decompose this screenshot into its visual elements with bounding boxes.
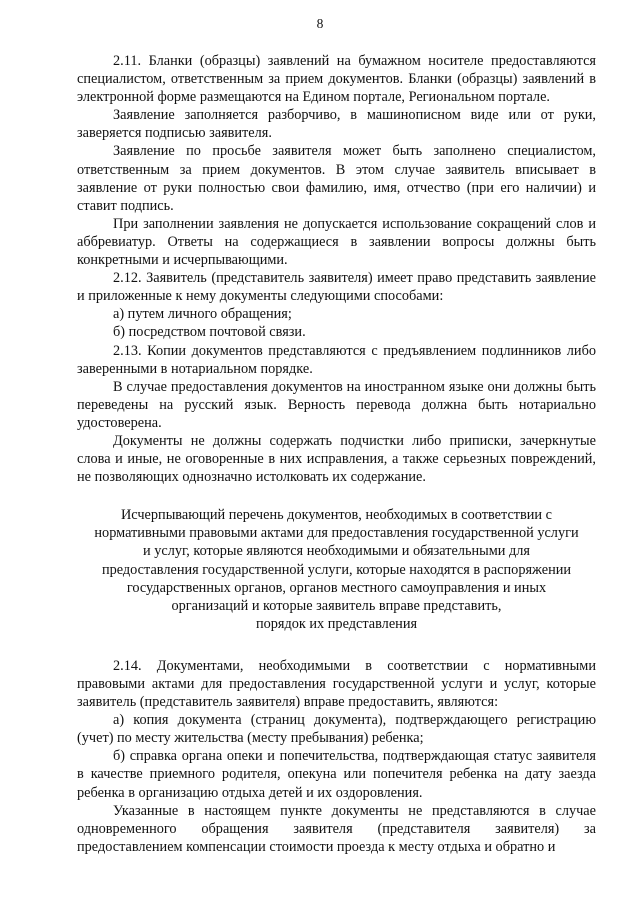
section-heading xyxy=(77,506,596,633)
paragraph-no-abbreviations: При заполнении заявления не допускается использование сокращений слов и аббревиатур. Ответы на содержащиеся в заявлении вопросы должны быть конкретными и исчерпывающими. xyxy=(77,215,596,269)
paragraph-foreign-language: В случае предоставления документов на иностранном языке они должны быть переведены на русский язык. Верность перевода должна быть нотариально удостоверена. xyxy=(77,378,596,431)
section-heading-line: и услуг, которые являются необходимыми и обязательными для xyxy=(142,543,531,560)
paragraph-no-corrections: Документы не должны содержать подчистки либо приписки, зачеркнутые слова и иные, не оговоренные в них исправления, а также серьезных повреждений, не позволяющих однозначно истолковать их содержание. xyxy=(77,432,596,486)
list-item-b-guardianship: б) справка органа опеки и попечительства, подтверждающая статус заявителя в качестве приемного родителя, опекуна или попечителя ребенка на дату заезда ребенка в организацию отдыха детей и их оздоровления. xyxy=(77,748,596,801)
section-heading-line: предоставления государственной услуги, которые находятся в распоряжении xyxy=(101,561,572,578)
paragraph-not-submitted: Указанные в настоящем пункте документы не представляются в случае одновременного обращения заявителя (представителя заявителя) за предоставлением компенсации стоимости проезда к месту отдыха и обратно и xyxy=(77,802,596,855)
section-heading-line: Исчерпывающий перечень документов, необходимых в соответствии с xyxy=(120,507,553,524)
paragraph-2-12: 2.12. Заявитель (представитель заявителя) имеет право представить заявление и приложенные к нему документы следующими способами: xyxy=(77,270,596,305)
paragraph-fill-by-specialist: Заявление по просьбе заявителя может быть заполнено специалистом, ответственным за прием документов. В этом случае заявитель вписывает в заявление от руки полностью свои фамилию, имя, отчество (при его наличии) и ставит подпись. xyxy=(77,143,596,214)
paragraph-fill-legibly: Заявление заполняется разборчиво, в машинописном виде или от руки, заверяется подписью заявителя. xyxy=(77,107,596,142)
paragraph-2-11: 2.11. Бланки (образцы) заявлений на бумажном носителе предоставляются специалистом, ответственным за прием документов. Бланки (образцы) заявлений в электронной форме размещаются на Едином портале, Региональном портале. xyxy=(77,53,596,106)
section-heading-line: нормативными правовыми актами для предоставления государственной услуги xyxy=(94,525,579,542)
list-item-b-postal: б) посредством почтовой связи. xyxy=(113,324,306,341)
paragraph-2-13: 2.13. Копии документов представляются с предъявлением подлинников либо заверенными в нотариальном порядке. xyxy=(77,342,596,377)
section-heading-line: порядок их представления xyxy=(255,615,418,632)
list-item-a-registration: а) копия документа (страниц документа), подтверждающего регистрацию (учет) по месту жительства (месту пребывания) ребенка; xyxy=(77,712,596,747)
list-item-a-personal: а) путем личного обращения; xyxy=(113,306,292,323)
page-number: 8 xyxy=(316,16,324,31)
paragraph-2-14: 2.14. Документами, необходимыми в соответствии с нормативными правовыми актами для предоставления государственной услуги и услуг, которые заявитель (представитель заявителя) вправе предоставить, являются: xyxy=(77,657,596,711)
section-heading-line: государственных органов, органов местного самоуправления и иных xyxy=(126,579,547,596)
section-heading-line: организаций и которые заявитель вправе представить, xyxy=(171,597,502,614)
document-body xyxy=(77,52,596,856)
